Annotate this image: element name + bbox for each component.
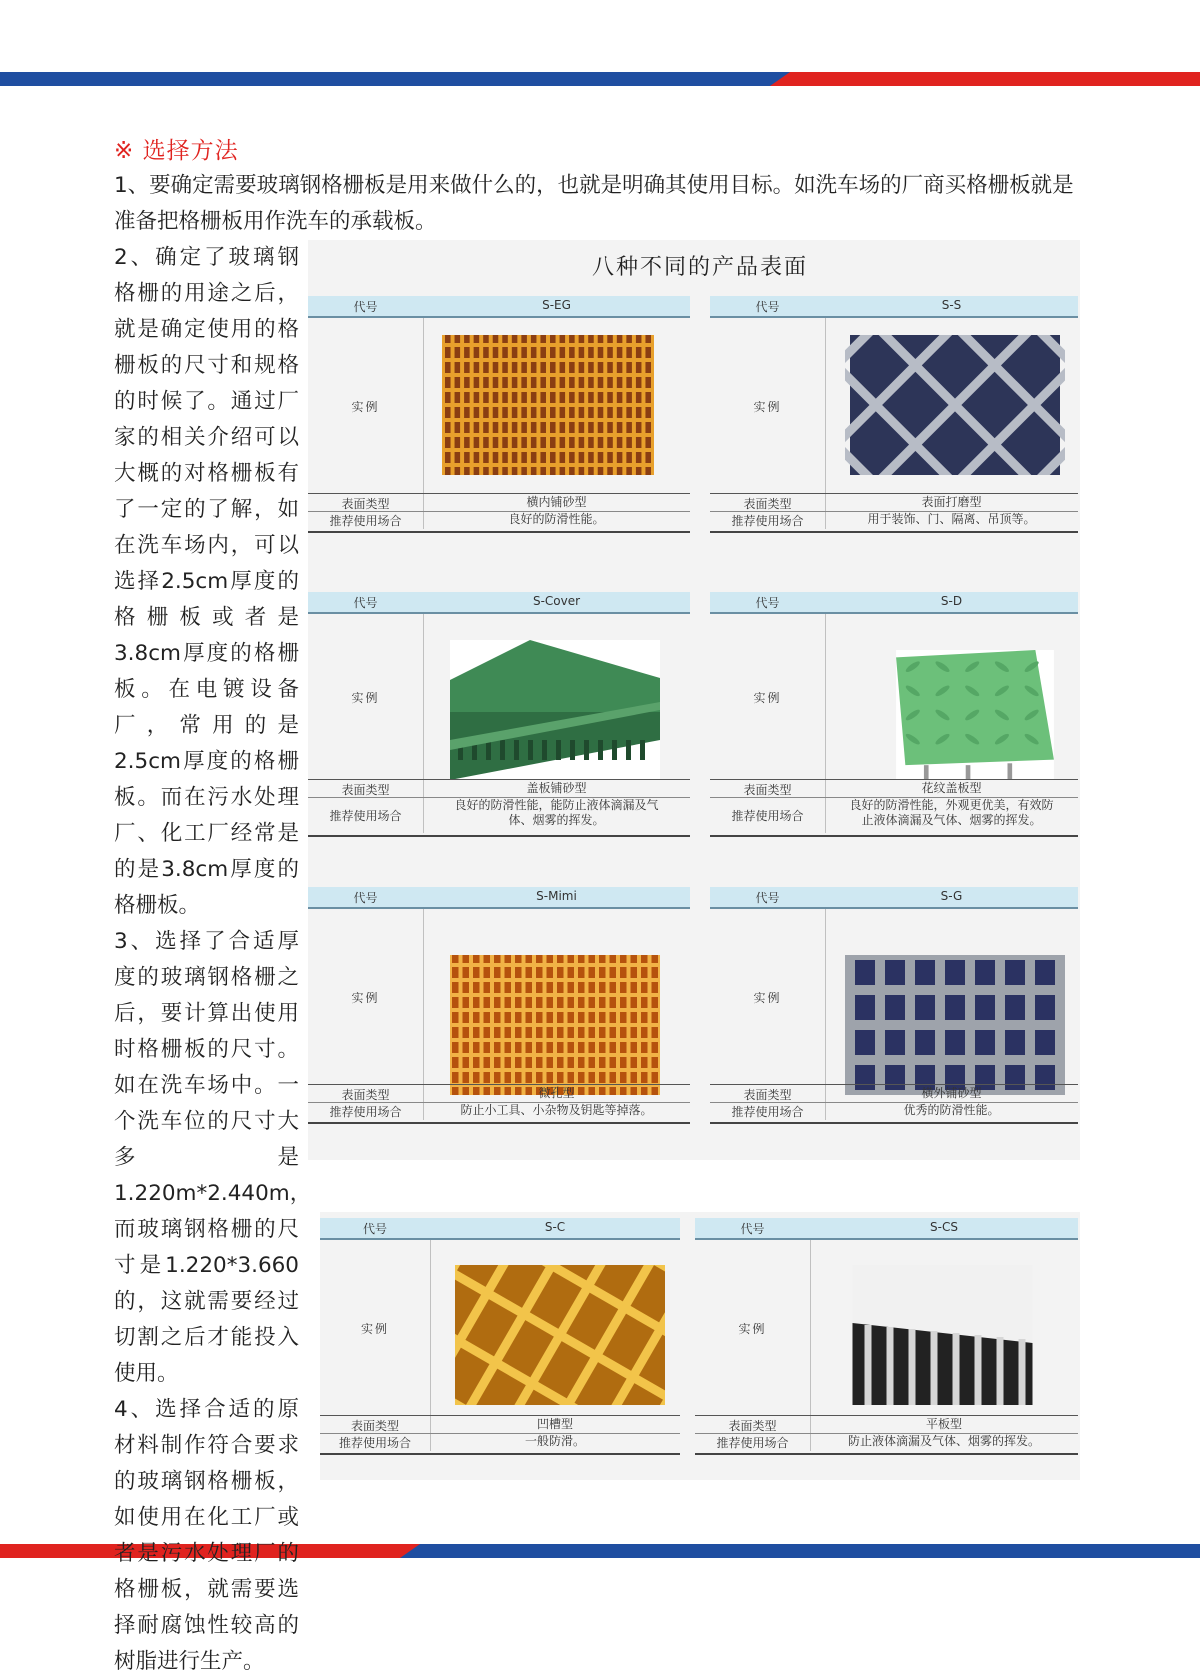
code-label: 代号 bbox=[755, 891, 780, 905]
code-label: 代号 bbox=[740, 1222, 765, 1236]
product-card-s-cover bbox=[308, 592, 690, 837]
usage-value: 优秀的防滑性能。 bbox=[903, 1103, 1000, 1117]
surface-type-label: 表面类型 bbox=[743, 497, 792, 511]
usage-value: 良好的防滑性能，能防止液体滴漏及气体、烟雾的挥发。 bbox=[454, 798, 659, 827]
product-photo-green-covered-grating bbox=[450, 640, 660, 780]
usage-value: 防止小工具、小杂物及钥匙等掉落。 bbox=[460, 1103, 653, 1117]
surface-type-label: 表面类型 bbox=[341, 783, 390, 797]
product-photo-orange-square-grating bbox=[442, 335, 654, 475]
surface-type-value: 横外铺砂型 bbox=[921, 1086, 982, 1100]
product-card-s-g bbox=[710, 887, 1078, 1124]
column-divider bbox=[423, 614, 424, 833]
product-photo-orange-mini-mesh-grating bbox=[450, 955, 660, 1095]
row-rule bbox=[695, 1453, 1078, 1455]
example-label: 实例 bbox=[360, 1321, 389, 1336]
paragraph-4: 4、选择合适的原材料制作符合要求的玻璃钢格栅板，如使用在化工厂或者是污水处理厂的格栅板，就需要选择耐腐蚀性较高的树脂进行生产。 bbox=[114, 1397, 299, 1674]
paragraph-3: 3、选择了合适厚度的玻璃钢格栅之后，要计算出使用时格栅板的尺寸。如在洗车场中。一个洗车位的尺寸大多是1.220m*2.440m，而玻璃钢格栅的尺寸是1.220*3.660的，这就需要经过切割之后才能投入使用。 bbox=[114, 929, 312, 1386]
row-rule bbox=[710, 1084, 1078, 1085]
product-card-s-cs bbox=[695, 1218, 1078, 1455]
surface-type-label: 表面类型 bbox=[341, 1088, 390, 1102]
row-rule bbox=[710, 1122, 1078, 1124]
usage-label: 推荐使用场合 bbox=[731, 1105, 804, 1119]
product-card-s-s bbox=[710, 296, 1078, 533]
code-label: 代号 bbox=[353, 300, 378, 314]
row-rule bbox=[710, 493, 1078, 494]
product-photo-yellow-concave-grating bbox=[455, 1265, 665, 1405]
product-code: S-CS bbox=[930, 1220, 958, 1234]
product-card-s-d bbox=[710, 592, 1078, 837]
product-card-s-eg bbox=[308, 296, 690, 533]
product-photo-grey-diamond-grating bbox=[845, 335, 1065, 475]
usage-label: 推荐使用场合 bbox=[329, 514, 402, 528]
surface-type-label: 表面类型 bbox=[743, 1088, 792, 1102]
product-photo-white-flat-plate bbox=[850, 1265, 1035, 1405]
product-code: S-S bbox=[941, 298, 962, 312]
example-label: 实例 bbox=[753, 990, 782, 1005]
surface-type-value: 凹槽型 bbox=[536, 1417, 573, 1431]
product-code: S-EG bbox=[542, 298, 571, 312]
usage-label: 推荐使用场合 bbox=[329, 1105, 402, 1119]
usage-label: 推荐使用场合 bbox=[731, 514, 804, 528]
usage-label: 推荐使用场合 bbox=[329, 809, 402, 823]
usage-label: 推荐使用场合 bbox=[338, 1436, 411, 1450]
surface-type-label: 表面类型 bbox=[350, 1419, 399, 1433]
row-rule bbox=[308, 835, 690, 837]
code-label: 代号 bbox=[362, 1222, 387, 1236]
surface-type-value: 盖板铺砂型 bbox=[526, 781, 587, 795]
row-rule bbox=[308, 531, 690, 533]
code-label: 代号 bbox=[755, 300, 780, 314]
example-label: 实例 bbox=[753, 399, 782, 414]
code-label: 代号 bbox=[353, 596, 378, 610]
usage-value: 良好的防滑性能，外观更优美，有效防止液体滴漏及气体、烟雾的挥发。 bbox=[849, 798, 1054, 827]
product-card-s-c bbox=[320, 1218, 680, 1455]
product-code: S-Cover bbox=[532, 594, 581, 608]
surface-type-value: 微孔型 bbox=[538, 1086, 575, 1100]
row-rule bbox=[320, 1453, 680, 1455]
example-label: 实例 bbox=[351, 399, 380, 414]
row-rule bbox=[308, 1084, 690, 1085]
usage-value: 良好的防滑性能。 bbox=[508, 512, 605, 526]
row-rule bbox=[308, 1122, 690, 1124]
example-label: 实例 bbox=[753, 690, 782, 705]
code-label: 代号 bbox=[353, 891, 378, 905]
section-heading: ※ 选择方法 bbox=[114, 138, 239, 164]
surface-type-label: 表面类型 bbox=[743, 783, 792, 797]
usage-label: 推荐使用场合 bbox=[716, 1436, 789, 1450]
row-rule bbox=[320, 1415, 680, 1416]
usage-label: 推荐使用场合 bbox=[731, 809, 804, 823]
row-rule bbox=[695, 1415, 1078, 1416]
top-color-bar bbox=[0, 72, 1200, 86]
surface-type-label: 表面类型 bbox=[728, 1419, 777, 1433]
usage-value: 一般防滑。 bbox=[524, 1434, 585, 1448]
surface-type-value: 表面打磨型 bbox=[921, 495, 982, 509]
usage-value: 用于装饰、门、隔离、吊顶等。 bbox=[867, 512, 1036, 526]
code-label: 代号 bbox=[755, 596, 780, 610]
column-divider bbox=[825, 614, 826, 833]
example-label: 实例 bbox=[351, 990, 380, 1005]
product-code: S-C bbox=[544, 1220, 566, 1234]
surface-type-label: 表面类型 bbox=[341, 497, 390, 511]
product-code: S-G bbox=[940, 889, 963, 903]
surface-type-value: 花纹盖板型 bbox=[921, 781, 982, 795]
row-rule bbox=[710, 835, 1078, 837]
usage-value: 防止液体滴漏及气体、烟雾的挥发。 bbox=[847, 1434, 1040, 1448]
row-rule bbox=[710, 531, 1078, 533]
product-code: S-Mimi bbox=[536, 889, 577, 903]
product-photo-grey-gritted-grating bbox=[845, 955, 1065, 1095]
example-label: 实例 bbox=[738, 1321, 767, 1336]
paragraph-2: 2、确定了玻璃钢格栅的用途之后，就是确定使用的格栅板的尺寸和规格的时候了。通过厂家的相关介绍可以大概的对格栅板有了一定的了解，如在洗车场内，可以选择2.5cm厚度的格栅板或者是3.8cm厚度的格栅板。在电镀设备厂，常用的是2.5cm厚度的格栅板。而在污水处理厂、化工厂经常是的是3.8cm厚度的格栅板。 bbox=[114, 245, 299, 918]
product-code: S-D bbox=[940, 594, 963, 608]
row-rule bbox=[308, 493, 690, 494]
row-rule bbox=[308, 779, 690, 780]
left-text-column bbox=[114, 240, 312, 1680]
panel-title: 八种不同的产品表面 bbox=[591, 255, 808, 280]
product-photo-green-checker-plate bbox=[890, 650, 1060, 780]
row-rule bbox=[710, 779, 1078, 780]
surface-type-value: 平板型 bbox=[925, 1417, 962, 1431]
paragraph-1: 1、要确定需要玻璃钢格栅板是用来做什么的，也就是明确其使用目标。如洗车场的厂商买格栅板就是准备把格栅板用作洗车的承载板。 bbox=[114, 173, 1074, 234]
surface-type-value: 横内铺砂型 bbox=[526, 495, 587, 509]
example-label: 实例 bbox=[351, 690, 380, 705]
product-card-s-mimi bbox=[308, 887, 690, 1124]
